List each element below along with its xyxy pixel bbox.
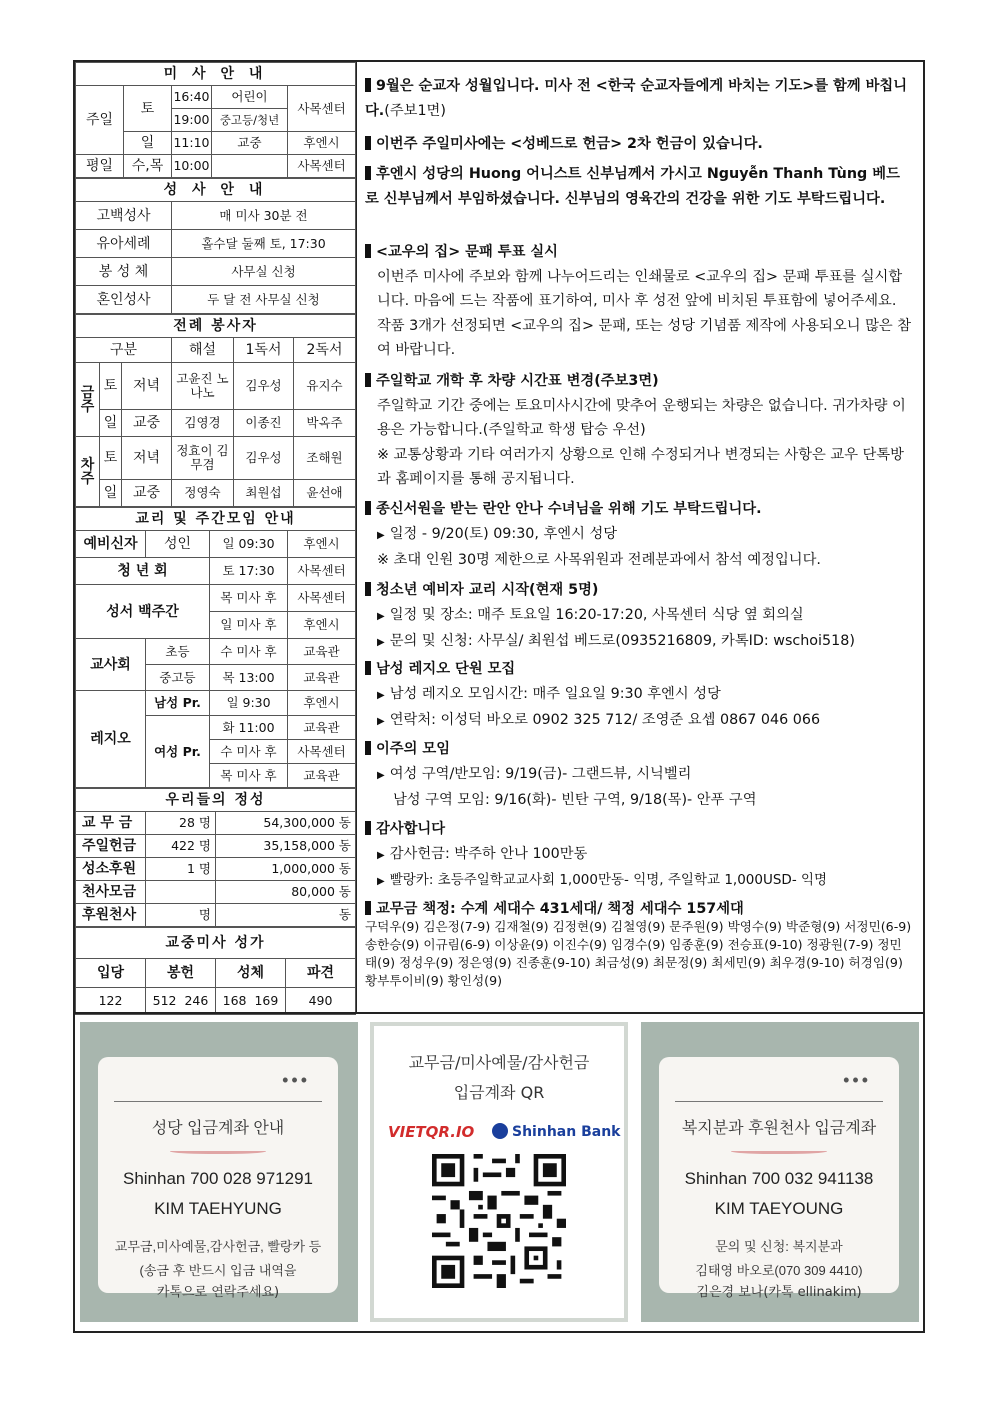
bulletin-page — [73, 60, 925, 1333]
offering-count: 28 명 — [146, 812, 216, 835]
sacrament-value: 홀수달 둘째 토, 17:30 — [172, 230, 356, 258]
offering-label: 천사모금 — [76, 881, 146, 904]
church-account-card — [98, 1057, 338, 1293]
notices-column — [357, 62, 923, 1012]
notice-item: 감사헌금: 박주하 안나 100만동 — [389, 845, 588, 862]
qr-code-icon — [432, 1154, 566, 1288]
liturgy-reader2: 박옥주 — [294, 410, 356, 437]
notice-martyrs — [365, 74, 913, 123]
card-title: 성당 입금계좌 안내 — [151, 1120, 285, 1137]
liturgy-reader1: 최원섭 — [234, 480, 294, 507]
offering-count — [146, 881, 216, 904]
sacrament-label: 혼인성사 — [76, 286, 172, 314]
bullet-icon — [365, 373, 371, 387]
notice-body: 주일학교 기간 중에는 토요미사시간에 맞추어 운행되는 차량은 없습니다. 귀가차량 이용은 가능합니다.(주일학교 학생 탑승 우선) — [377, 397, 906, 438]
meeting-place: 교육관 — [288, 716, 356, 740]
bullet-icon — [365, 661, 371, 675]
notice-item: 빨랑카: 초등주일학교교사회 1,000만동- 익명, 주일학교 1,000USD- 익명 — [389, 872, 828, 888]
next-week-label: 차주 — [76, 437, 100, 507]
accent-underline — [731, 1147, 827, 1154]
offering-label: 후원천사 — [76, 904, 146, 927]
sacrament-table — [75, 178, 356, 314]
notice-title: 주일학교 개학 후 차량 시간표 변경(주보3면) — [376, 373, 659, 389]
hymn-number: 490 — [286, 988, 356, 1015]
account-holder: KIM TAEHYUNG — [154, 1199, 282, 1218]
meeting-time: 일 09:30 — [210, 531, 288, 558]
mass-place: 후엔시 — [288, 132, 356, 155]
this-week-label: 금주 — [76, 363, 100, 437]
bullet-icon — [365, 78, 371, 92]
catechumen-adult: 성인 — [146, 531, 210, 558]
sacrament-value: 매 미사 30분 전 — [172, 202, 356, 230]
notice-title: 청소년 예비자 교리 시작(현재 5명) — [376, 582, 599, 598]
notice-suffix: (주보1면) — [384, 102, 446, 119]
meeting-time: 수 미사 후 — [210, 740, 288, 764]
mass-place: 사목센터 — [288, 155, 356, 178]
liturgy-reader1: 김우성 — [234, 363, 294, 410]
teachers-label: 교사회 — [76, 639, 146, 691]
bible-label: 성서 백주간 — [76, 585, 210, 639]
notice-title: 종신서원을 받는 란안 안나 수녀님을 위해 기도 부탁드립니다. — [376, 501, 762, 517]
meeting-time: 목 미사 후 — [210, 585, 288, 612]
offering-amount: 동 — [216, 904, 356, 927]
shinhan-logo-icon — [492, 1123, 508, 1139]
legio-label: 레지오 — [76, 691, 146, 788]
notice-bus-schedule — [365, 369, 913, 492]
triangle-bullet-icon: ▶ — [377, 849, 385, 861]
account-note: 김태영 바오로(070 309 4410) — [695, 1263, 863, 1278]
meeting-place: 후엔시 — [288, 531, 356, 558]
right-bank-panel — [641, 1022, 919, 1322]
teacher-group: 중고등 — [146, 665, 210, 691]
liturgy-commentary: 정영숙 — [172, 480, 234, 507]
liturgy-day: 일 — [100, 410, 122, 437]
accent-underline — [170, 1147, 266, 1154]
sunday-label: 주일 — [76, 86, 124, 155]
catechumen-label: 예비신자 — [76, 531, 146, 558]
meetings-title: 교리 및 주간모임 안내 — [76, 508, 356, 531]
hymn-header: 입당 — [76, 959, 146, 988]
account-holder: KIM TAEYOUNG — [714, 1199, 844, 1218]
notice-weekly-meetings — [365, 737, 913, 813]
notice-legio-recruit — [365, 657, 913, 735]
hymns-title: 교중미사 성가 — [76, 928, 356, 959]
meeting-place: 후엔시 — [288, 691, 356, 716]
legio-female: 여성 Pr. — [146, 716, 210, 788]
offering-title: 우리들의 정성 — [76, 789, 356, 812]
mass-name: 교중 — [212, 132, 288, 155]
hymn-number: 168 169 — [216, 988, 286, 1015]
notice-item: 남성 레지오 모임시간: 매주 일요일 9:30 후엔시 성당 — [389, 685, 721, 702]
offering-count: 1 명 — [146, 858, 216, 881]
liturgy-header: 구분 — [76, 338, 172, 363]
meeting-time: 수 미사 후 — [210, 639, 288, 665]
sacrament-value: 사무실 신청 — [172, 258, 356, 286]
notice-new-priest — [365, 162, 913, 211]
mass-name — [212, 155, 288, 178]
mass-title: 미 사 안 내 — [76, 63, 356, 86]
triangle-bullet-icon: ▶ — [377, 610, 385, 622]
liturgy-mass: 저녁 — [122, 363, 172, 410]
liturgy-reader2: 유지수 — [294, 363, 356, 410]
meeting-time: 목 미사 후 — [210, 764, 288, 788]
notice-item: 연락처: 이성덕 바오로 0902 325 712/ 조영준 요셉 0867 046 066 — [389, 712, 821, 728]
notice-final-vows — [365, 497, 913, 573]
qr-card — [374, 1026, 624, 1318]
triangle-bullet-icon: ▶ — [377, 876, 385, 887]
offering-label: 교 무 금 — [76, 812, 146, 835]
notice-title: 감사합니다 — [376, 821, 446, 837]
meeting-time: 목 13:00 — [210, 665, 288, 691]
left-column — [75, 62, 357, 1012]
card-divider — [114, 1101, 322, 1102]
liturgy-commentary: 정효이 김무겸 — [172, 437, 234, 480]
card-divider — [675, 1101, 883, 1102]
notice-title: 교무금 책정: 수계 세대수 431세대/ 책정 세대수 157세대 — [376, 901, 744, 917]
liturgy-day: 토 — [100, 437, 122, 480]
notice-item: 문의 및 신청: 사무실/ 최원섭 베드로(0935216809, 카톡ID: wschoi518) — [389, 633, 855, 649]
meeting-place: 사목센터 — [288, 740, 356, 764]
offering-count: 422 명 — [146, 835, 216, 858]
account-number: Shinhan 700 028 971291 — [122, 1169, 313, 1188]
meeting-place: 교육관 — [288, 764, 356, 788]
shinhan-logo — [492, 1123, 620, 1140]
account-number: Shinhan 700 032 941138 — [684, 1169, 874, 1188]
account-note: 카톡으로 연락주세요) — [156, 1285, 280, 1300]
bullet-icon — [365, 582, 371, 596]
vietqr-logo: VIETQR.IO — [388, 1123, 475, 1141]
offering-amount: 35,158,000 동 — [216, 835, 356, 858]
notice-item: 일정 - 9/20(토) 09:30, 후엔시 성당 — [389, 525, 618, 542]
bank-section — [75, 1012, 923, 1333]
liturgy-mass: 교중 — [122, 410, 172, 437]
sacrament-label: 유아세례 — [76, 230, 172, 258]
youth-label: 청 년 회 — [76, 558, 210, 585]
notice-title: 이주의 모임 — [376, 741, 451, 757]
liturgy-header: 2독서 — [294, 338, 356, 363]
liturgy-reader1: 김우성 — [234, 437, 294, 480]
sacrament-label: 고백성사 — [76, 202, 172, 230]
sacrament-label: 봉 성 체 — [76, 258, 172, 286]
notice-item: 남성 구역 모임: 9/16(화)- 빈탄 구역, 9/18(목)- 안푸 구역 — [393, 792, 757, 808]
offering-count: 명 — [146, 904, 216, 927]
liturgy-header: 해설 — [172, 338, 234, 363]
mass-time: 16:40 — [172, 86, 212, 109]
bullet-icon — [365, 136, 371, 150]
card-title: 복지분과 후원천사 입금계좌 — [681, 1120, 877, 1137]
mass-name: 중고등/청년 — [212, 109, 288, 132]
triangle-bullet-icon: ▶ — [377, 529, 385, 541]
notice-title: 남성 레지오 단원 모집 — [376, 661, 516, 677]
account-note: (송금 후 반드시 입금 내역을 — [139, 1263, 297, 1278]
notice-body: 이번주 미사에 주보와 함께 나누어드리는 인쇄물로 <교우의 집> 문패 투표를 실시합니다. 마음에 드는 작품에 표기하여, 미사 후 성전 앞에 비치된 투표함에 넣어주세요. 작품 3개가 선정되면 <교우의 집> 문패, 또는 성당 기념품 제작에 사용되오니 많은 참여 바랍니다. — [377, 268, 912, 358]
hymn-number: 122 — [76, 988, 146, 1015]
triangle-bullet-icon: ▶ — [377, 716, 385, 727]
meeting-place: 후엔시 — [288, 612, 356, 639]
notice-item: 여성 구역/반모임: 9/19(금)- 그랜드뷰, 시닉벨리 — [389, 765, 692, 782]
meeting-time: 토 17:30 — [210, 558, 288, 585]
meeting-time: 일 미사 후 — [210, 612, 288, 639]
triangle-bullet-icon: ▶ — [377, 769, 385, 781]
weekday-label: 평일 — [76, 155, 124, 178]
mass-time: 19:00 — [172, 109, 212, 132]
bullet-icon — [365, 244, 371, 258]
bullet-icon — [365, 821, 371, 835]
notice-peter-collection — [365, 132, 913, 157]
bullet-icon — [365, 741, 371, 755]
offering-label: 성소후원 — [76, 858, 146, 881]
triangle-bullet-icon: ▶ — [377, 637, 385, 648]
qr-subtitle: 입금계좌 QR — [453, 1083, 545, 1102]
liturgy-commentary: 김영경 — [172, 410, 234, 437]
hymn-header: 봉헌 — [146, 959, 216, 988]
tithe-names: 구덕우(9) 김은정(7-9) 김재철(9) 김정현(9) 김철영(9) 문주원(9) 박영수(9) 박준형(9) 서정민(6-9) 송한승(9) 이규림(6-9) 이상윤(9) 이진수(9) 임경수(9) 임종훈(9) 전승표(9-10) 정광원(7-9) 정민태(9) 정성우(9) 정은영(9) 진종훈(9-10) 최금성(9) 최문정(9) 최세민(9) 최우경(9-10) 허경임(9) 황부투이비(9) 황인성(9) — [365, 918, 912, 988]
liturgy-day: 일 — [100, 480, 122, 507]
saturday-label: 토 — [124, 86, 172, 132]
meeting-place: 사목센터 — [288, 585, 356, 612]
liturgy-table — [75, 314, 356, 507]
notice-title: 이번주 주일미사에는 <성베드로 헌금> 2차 헌금이 있습니다. — [376, 136, 763, 152]
account-note: 교무금,미사예물,감사헌금, 빨랑카 등 — [114, 1239, 322, 1254]
mass-table — [75, 62, 356, 178]
liturgy-commentary: 고윤진 노나노 — [172, 363, 234, 410]
notice-note: ※ 교통상황과 기타 여러가지 상황으로 인해 수정되거나 변경되는 사항은 교우 단톡방과 홈페이지를 통해 공지됩니다. — [377, 446, 904, 487]
hymns-table — [75, 927, 356, 1015]
liturgy-reader2: 조해원 — [294, 437, 356, 480]
meeting-time: 화 11:00 — [210, 716, 288, 740]
notice-item: 일정 및 장소: 매주 토요일 16:20-17:20, 사목센터 식당 옆 회의실 — [389, 606, 804, 623]
triangle-bullet-icon: ▶ — [377, 689, 385, 701]
notice-thanks — [365, 817, 913, 895]
mass-place: 사목센터 — [288, 86, 356, 132]
liturgy-mass: 교중 — [122, 480, 172, 507]
shinhan-logo-text: Shinhan Bank — [512, 1124, 621, 1140]
qr-panel — [370, 1022, 628, 1322]
liturgy-mass: 저녁 — [122, 437, 172, 480]
meeting-time: 일 9:30 — [210, 691, 288, 716]
meeting-place: 사목센터 — [288, 558, 356, 585]
meetings-table — [75, 507, 356, 788]
offering-amount: 54,300,000 동 — [216, 812, 356, 835]
hymn-header: 성체 — [216, 959, 286, 988]
liturgy-reader1: 이종진 — [234, 410, 294, 437]
notice-youth-catechism — [365, 578, 913, 656]
hymn-header: 파견 — [286, 959, 356, 988]
mass-name: 어린이 — [212, 86, 288, 109]
notice-title: 후엔시 성당의 Huong 어니스트 신부님께서 가시고 Nguyễn Thanh Tùng 베드로 신부님께서 부임하셨습니다. 신부님의 영육간의 건강을 위한 기도 부탁드립니다. — [365, 166, 900, 207]
meeting-place: 교육관 — [288, 665, 356, 691]
notice-title: 9월은 순교자 성월입니다. 미사 전 <한국 순교자들에게 바치는 기도>를 함께 바칩니다. — [365, 78, 908, 119]
hymn-number: 512 246 — [146, 988, 216, 1015]
bullet-icon — [365, 166, 371, 180]
legio-male: 남성 Pr. — [146, 691, 210, 716]
qr-title: 교무금/미사예물/감사헌금 — [408, 1053, 590, 1072]
sunday-day-label: 일 — [124, 132, 172, 155]
left-bank-panel — [80, 1022, 358, 1322]
notice-nameplate-vote — [365, 240, 913, 363]
liturgy-title: 전례 봉사자 — [76, 315, 356, 338]
mass-time: 11:10 — [172, 132, 212, 155]
offering-label: 주일헌금 — [76, 835, 146, 858]
sacrament-value: 두 달 전 사무실 신청 — [172, 286, 356, 314]
offering-amount: 80,000 동 — [216, 881, 356, 904]
account-note: 문의 및 신청: 복지분과 — [715, 1239, 843, 1254]
liturgy-header: 1독서 — [234, 338, 294, 363]
welfare-account-card — [659, 1057, 899, 1293]
notice-tithe — [365, 897, 913, 990]
notice-title: <교우의 집> 문패 투표 실시 — [376, 244, 558, 260]
liturgy-reader2: 윤선애 — [294, 480, 356, 507]
meeting-place: 교육관 — [288, 639, 356, 665]
offering-table — [75, 788, 356, 927]
bullet-icon — [365, 501, 371, 515]
weekday-days: 수,목 — [124, 155, 172, 178]
liturgy-day: 토 — [100, 363, 122, 410]
mass-time: 10:00 — [172, 155, 212, 178]
more-icon: ••• — [282, 1070, 310, 1090]
sacrament-title: 성 사 안 내 — [76, 179, 356, 202]
bullet-icon — [365, 901, 371, 915]
account-note: 김은경 보나(카톡 ellinakim) — [696, 1285, 862, 1300]
offering-amount: 1,000,000 동 — [216, 858, 356, 881]
more-icon: ••• — [843, 1070, 871, 1090]
teacher-group: 초등 — [146, 639, 210, 665]
notice-note: ※ 초대 인원 30명 제한으로 사목위원과 전례분과에서 참석 예정입니다. — [377, 552, 821, 568]
